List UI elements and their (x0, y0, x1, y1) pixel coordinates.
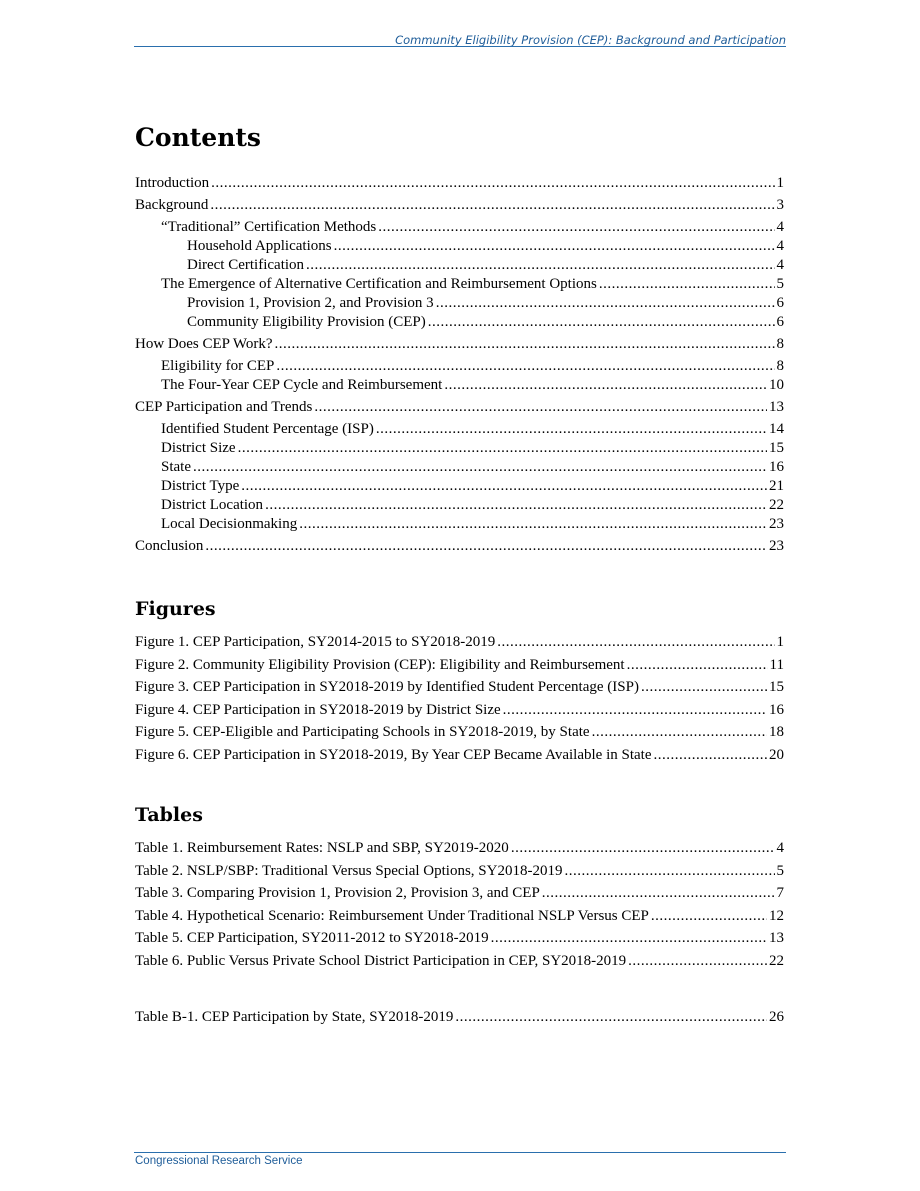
toc-entry-eligibility[interactable] (135, 357, 784, 376)
dot-leader (599, 275, 775, 294)
toc-entry-text: District Type (161, 478, 240, 494)
dot-leader (376, 420, 767, 439)
header-rule (134, 46, 786, 47)
figure-entry-page: 11 (769, 656, 784, 673)
toc-entry-text: Community Eligibility Provision (CEP) (187, 314, 426, 330)
toc-entry-page: 23 (769, 516, 784, 532)
figure-entry-page: 18 (769, 724, 784, 740)
table-entry[interactable] (135, 884, 784, 903)
table-entry-text: Table B-1. CEP Participation by State, SY2018-2019 (135, 1009, 454, 1025)
dot-leader (210, 196, 774, 215)
dot-leader (564, 862, 774, 881)
toc-entry-page: 4 (776, 257, 784, 273)
figure-entry-page: 1 (776, 634, 784, 650)
dot-leader (497, 633, 774, 652)
table-entry[interactable] (135, 862, 784, 881)
table-entry[interactable] (135, 839, 784, 858)
toc-entry-district-location[interactable] (135, 496, 784, 515)
figure-entry[interactable] (135, 723, 784, 742)
dot-leader (211, 174, 774, 193)
dot-leader (627, 656, 768, 675)
footer-publisher: Congressional Research Service (135, 1155, 303, 1167)
toc-entry-page: 4 (776, 238, 784, 254)
figure-entry[interactable] (135, 746, 784, 765)
tables-heading: Tables (135, 804, 203, 826)
figure-entry[interactable] (135, 678, 784, 697)
toc-entry-text: District Size (161, 440, 236, 456)
dot-leader (265, 496, 767, 515)
figure-entry-page: 15 (769, 679, 784, 695)
toc-entry-state[interactable] (135, 458, 784, 477)
toc-entry-conclusion[interactable] (135, 537, 784, 556)
contents-heading: Contents (135, 123, 262, 152)
table-entry-text: Table 2. NSLP/SBP: Traditional Versus Special Options, SY2018-2019 (135, 862, 563, 879)
table-entry-page: 12 (769, 907, 784, 924)
table-entry-page: 22 (769, 952, 784, 969)
figures-heading: Figures (135, 598, 216, 620)
toc-entry-text: How Does CEP Work? (135, 336, 273, 352)
figure-entry-text: Figure 2. Community Eligibility Provision (CEP): Eligibility and Reimbursement (135, 656, 625, 673)
dot-leader (444, 376, 767, 395)
toc-entry-emergence-alternative[interactable] (135, 275, 784, 294)
toc-entry-text: The Emergence of Alternative Certification and Reimbursement Options (161, 276, 597, 292)
table-entry[interactable] (135, 952, 784, 971)
toc-entry-page: 14 (769, 421, 784, 437)
dot-leader (205, 537, 767, 556)
dot-leader (503, 701, 767, 720)
appendix-tables-list (135, 1008, 784, 1027)
table-entry-page: 26 (769, 1009, 784, 1025)
toc-entry-page: 10 (769, 377, 784, 393)
toc-entry-page: 8 (776, 336, 784, 352)
toc-entry-text: Introduction (135, 175, 210, 191)
dot-leader (455, 1008, 767, 1027)
toc-entry-text: Household Applications (187, 238, 332, 254)
toc-entry-page: 13 (769, 399, 784, 415)
toc-entry-page: 23 (769, 538, 784, 554)
dot-leader (334, 237, 775, 256)
dot-leader (511, 839, 775, 858)
running-header: Community Eligibility Provision (CEP): Background and Participation (395, 33, 786, 47)
toc-entry-page: 16 (769, 459, 784, 475)
table-entry-page: 13 (769, 930, 784, 946)
footer-rule (134, 1152, 786, 1153)
figure-entry-text: Figure 1. CEP Participation, SY2014-2015 to SY2018-2019 (135, 634, 496, 650)
dot-leader (628, 952, 767, 971)
table-entry-text: Table 5. CEP Participation, SY2011-2012 to SY2018-2019 (135, 930, 489, 946)
table-entry-text: Table 3. Comparing Provision 1, Provision 2, Provision 3, and CEP (135, 885, 540, 901)
toc-entry-text: Local Decisionmaking (161, 516, 298, 532)
toc-entry-district-type[interactable] (135, 477, 784, 496)
toc-entry-page: 21 (769, 478, 784, 494)
toc-entry-page: 4 (776, 219, 784, 235)
toc-entry-cep[interactable] (135, 313, 784, 332)
toc-entry-district-size[interactable] (135, 439, 784, 458)
table-entry[interactable] (135, 1008, 784, 1027)
figure-entry-text: Figure 5. CEP-Eligible and Participating Schools in SY2018-2019, by State (135, 724, 590, 740)
dot-leader (592, 723, 767, 742)
dot-leader (275, 335, 775, 354)
toc-entry-page: 3 (776, 197, 784, 213)
table-entry-page: 5 (776, 862, 784, 879)
toc-entry-direct-certification[interactable] (135, 256, 784, 275)
figure-entry-page: 16 (769, 701, 784, 718)
toc-entry-introduction[interactable] (135, 174, 784, 193)
toc-entry-isp[interactable] (135, 420, 784, 439)
toc-entry-page: 1 (776, 175, 784, 191)
toc-entry-page: 6 (776, 314, 784, 330)
toc-entry-text: The Four-Year CEP Cycle and Reimbursement (161, 377, 443, 393)
dot-leader (378, 218, 774, 237)
dot-leader (542, 884, 775, 903)
figure-entry-text: Figure 4. CEP Participation in SY2018-2019 by District Size (135, 701, 501, 718)
toc-entry-text: State (161, 459, 191, 475)
dot-leader (193, 458, 767, 477)
dot-leader (306, 256, 774, 275)
dot-leader (641, 678, 767, 697)
dot-leader (653, 746, 767, 765)
table-entry[interactable] (135, 929, 784, 948)
figure-entry-page: 20 (769, 746, 784, 763)
table-entry-page: 7 (776, 885, 784, 901)
toc-entry-text: Conclusion (135, 538, 204, 554)
figure-entry-text: Figure 6. CEP Participation in SY2018-2019, By Year CEP Became Available in State (135, 746, 652, 763)
toc-entry-text: Background (135, 197, 209, 213)
toc-entry-page: 8 (776, 358, 784, 374)
dot-leader (241, 477, 767, 496)
figures-list (135, 633, 784, 765)
table-entry-page: 4 (776, 840, 784, 856)
figure-entry-text: Figure 3. CEP Participation in SY2018-2019 by Identified Student Percentage (ISP) (135, 679, 639, 695)
toc-entry-text: “Traditional” Certification Methods (161, 219, 377, 235)
dot-leader (491, 929, 767, 948)
figure-entry[interactable] (135, 656, 784, 675)
toc-entry-text: Provision 1, Provision 2, and Provision 3 (187, 295, 434, 311)
toc-entry-page: 15 (769, 440, 784, 456)
table-entry[interactable] (135, 907, 784, 926)
table-entry-text: Table 4. Hypothetical Scenario: Reimbursement Under Traditional NSLP Versus CEP (135, 907, 649, 924)
dot-leader (238, 439, 767, 458)
tables-list (135, 839, 784, 971)
figure-entry[interactable] (135, 633, 784, 652)
toc-entry-traditional-certification[interactable] (135, 218, 784, 237)
dot-leader (436, 294, 775, 313)
dot-leader (276, 357, 774, 376)
dot-leader (428, 313, 775, 332)
toc-entry-provisions[interactable] (135, 294, 784, 313)
toc-entry-page: 6 (776, 295, 784, 311)
dot-leader (651, 907, 767, 926)
toc-entry-how-does-cep-work[interactable] (135, 335, 784, 354)
dot-leader (299, 515, 767, 534)
dot-leader (314, 398, 767, 417)
toc-entry-text: District Location (161, 497, 264, 513)
toc-entry-page: 22 (769, 497, 784, 513)
toc-entry-local-decisionmaking[interactable] (135, 515, 784, 534)
contents-list (135, 174, 784, 556)
toc-entry-text: Eligibility for CEP (161, 358, 275, 374)
toc-entry-background[interactable] (135, 196, 784, 215)
toc-entry-text: CEP Participation and Trends (135, 399, 313, 415)
figure-entry[interactable] (135, 701, 784, 720)
toc-entry-text: Direct Certification (187, 257, 305, 273)
toc-entry-page: 5 (776, 276, 784, 292)
toc-entry-participation-trends[interactable] (135, 398, 784, 417)
toc-entry-four-year-cycle[interactable] (135, 376, 784, 395)
table-entry-text: Table 1. Reimbursement Rates: NSLP and SBP, SY2019-2020 (135, 840, 509, 856)
table-entry-text: Table 6. Public Versus Private School District Participation in CEP, SY2018-2019 (135, 952, 627, 969)
toc-entry-text: Identified Student Percentage (ISP) (161, 421, 374, 437)
toc-entry-household-applications[interactable] (135, 237, 784, 256)
